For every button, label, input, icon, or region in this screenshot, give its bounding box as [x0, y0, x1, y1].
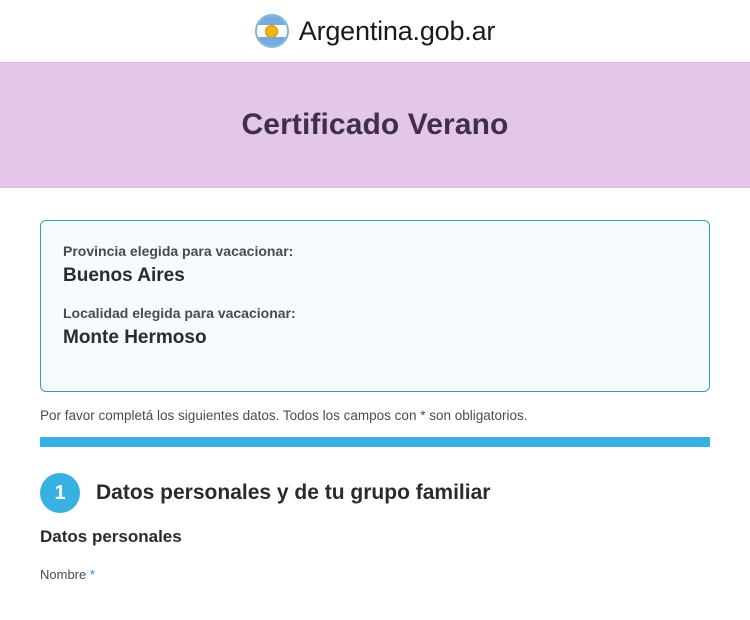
selection-summary-box [40, 220, 710, 392]
locality-value: Monte Hermoso [63, 327, 207, 348]
page-title: Certificado Verano [241, 108, 509, 141]
province-value: Buenos Aires [63, 265, 185, 286]
name-field-label [40, 567, 710, 582]
main-content [0, 188, 750, 582]
brand-name: Argentina.gob.ar [298, 15, 496, 46]
brand-bar [0, 0, 750, 62]
subsection-title: Datos personales [40, 527, 182, 546]
section-divider-bar [40, 437, 710, 447]
brand-logo[interactable] [255, 14, 495, 48]
step-number-badge: 1 [40, 473, 80, 513]
province-label: Provincia elegida para vacacionar: [63, 243, 294, 259]
name-field-label-text: Nombre [40, 567, 87, 582]
locality-label: Localidad elegida para vacacionar: [63, 305, 296, 321]
argentina-sun-emblem-icon [255, 14, 289, 48]
required-asterisk: * [89, 567, 95, 582]
section-header [40, 473, 710, 513]
page-title-banner [0, 62, 750, 188]
form-instructions: Por favor completá los siguientes datos. Todos los campos con * son obligatorios. [40, 408, 528, 423]
section-title: Datos personales y de tu grupo familiar [96, 481, 491, 504]
